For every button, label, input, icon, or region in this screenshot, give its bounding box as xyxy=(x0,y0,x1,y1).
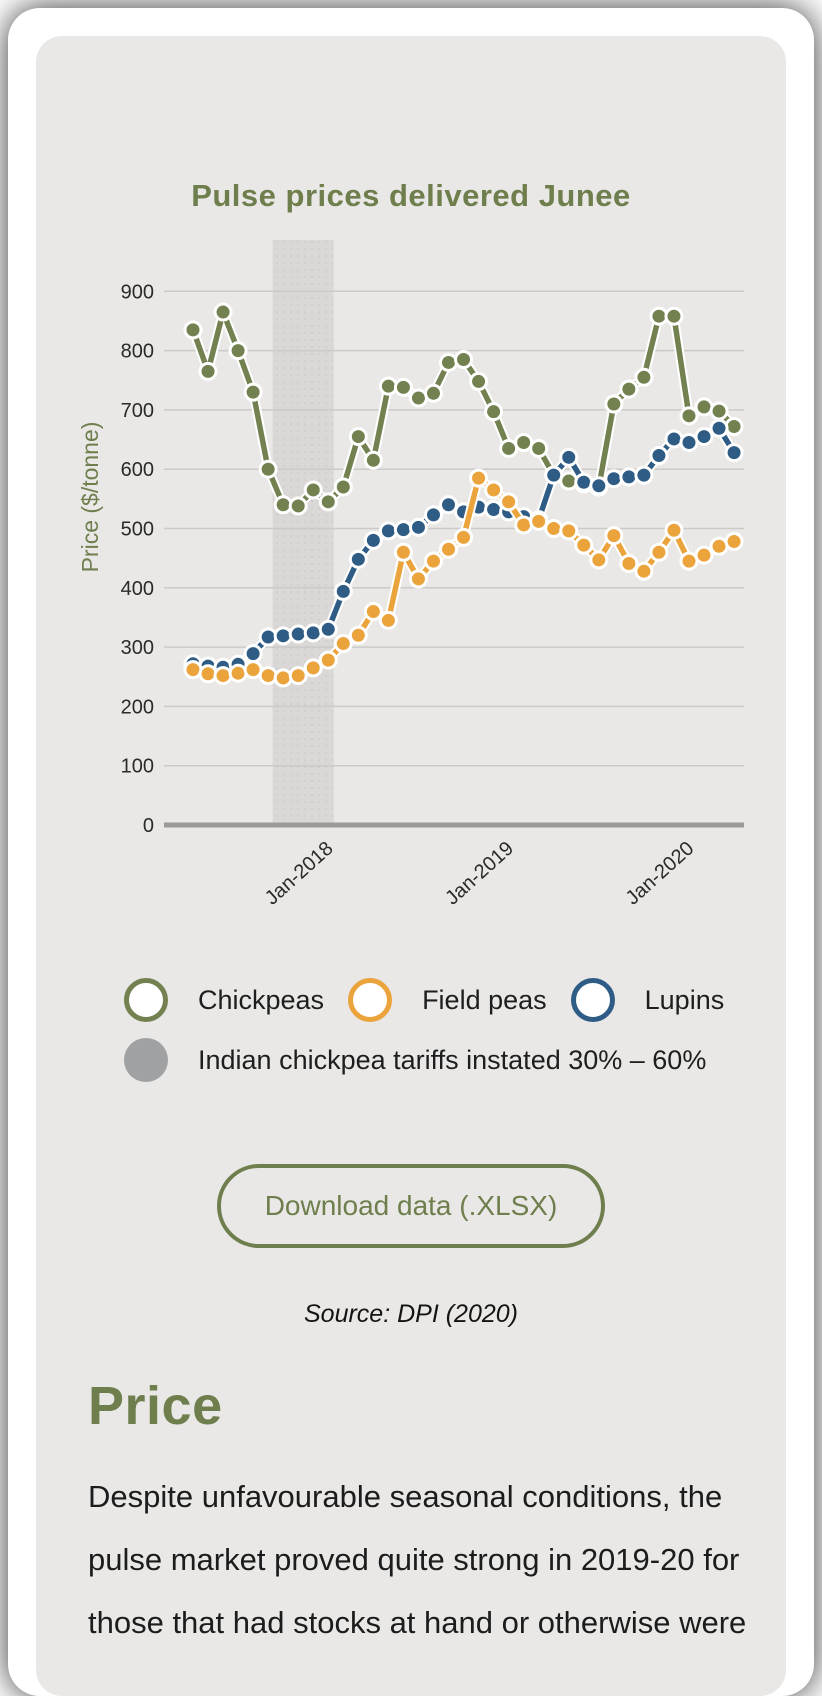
data-point xyxy=(320,652,336,668)
data-point xyxy=(410,519,426,535)
data-point xyxy=(290,498,306,514)
price-chart xyxy=(36,232,786,922)
data-point xyxy=(561,523,577,539)
data-point xyxy=(621,555,637,571)
svg-text:500: 500 xyxy=(120,518,154,541)
data-point xyxy=(380,612,396,628)
data-point xyxy=(666,431,682,447)
data-point xyxy=(245,646,261,662)
data-point xyxy=(410,571,426,587)
data-point xyxy=(636,369,652,385)
data-point xyxy=(666,308,682,324)
data-point xyxy=(365,604,381,620)
data-point xyxy=(275,628,291,644)
data-point xyxy=(486,482,502,498)
legend-label-tariff: Indian chickpea tariffs instated 30% – 60% xyxy=(198,1044,707,1075)
lupins-marker-icon xyxy=(571,978,615,1022)
data-point xyxy=(335,636,351,652)
data-point xyxy=(215,668,231,684)
data-point xyxy=(696,429,712,445)
data-point xyxy=(546,521,562,537)
data-point xyxy=(305,482,321,498)
chickpeas-marker-icon xyxy=(124,978,168,1022)
tariff-band-icon xyxy=(124,1038,168,1082)
data-point xyxy=(486,404,502,420)
data-point xyxy=(651,544,667,560)
svg-text:100: 100 xyxy=(120,755,154,778)
data-point xyxy=(561,449,577,465)
legend-item-tariff xyxy=(124,1038,706,1082)
data-point xyxy=(456,529,472,545)
data-point xyxy=(230,665,246,681)
price-section-heading: Price xyxy=(88,1376,223,1436)
data-point xyxy=(215,304,231,320)
data-point xyxy=(576,474,592,490)
data-point xyxy=(636,467,652,483)
data-point xyxy=(696,399,712,415)
y-axis-tick-labels xyxy=(121,281,154,837)
data-point xyxy=(471,470,487,486)
data-point xyxy=(516,517,532,533)
data-point xyxy=(711,403,727,419)
legend-row-series xyxy=(124,978,786,1022)
data-point xyxy=(395,544,411,560)
data-point xyxy=(185,322,201,338)
svg-text:700: 700 xyxy=(120,399,154,422)
data-point xyxy=(380,523,396,539)
svg-text:Jan-2018: Jan-2018 xyxy=(260,837,338,910)
data-point xyxy=(696,547,712,563)
data-point xyxy=(335,479,351,495)
data-point xyxy=(305,660,321,676)
data-point xyxy=(230,343,246,359)
page xyxy=(8,8,814,1696)
data-point xyxy=(320,494,336,510)
legend-label-chickpeas: Chickpeas xyxy=(198,984,325,1015)
data-point xyxy=(606,528,622,544)
svg-text:600: 600 xyxy=(120,459,154,482)
data-point xyxy=(456,351,472,367)
data-point xyxy=(395,379,411,395)
svg-text:900: 900 xyxy=(120,281,154,304)
svg-text:0: 0 xyxy=(142,815,154,837)
tariff-band-region xyxy=(273,240,334,825)
data-point xyxy=(681,408,697,424)
data-point xyxy=(441,354,457,370)
data-point xyxy=(260,629,276,645)
data-point xyxy=(531,440,547,456)
svg-text:Jan-2020: Jan-2020 xyxy=(621,837,699,910)
price-chart-svg xyxy=(36,232,786,922)
price-section-paragraph: Despite unfavourable seasonal conditions, the pulse market proved quite strong in 2019-20 for those that had stocks at hand or otherwise were xyxy=(88,1479,747,1640)
data-point xyxy=(636,563,652,579)
data-point xyxy=(350,551,366,567)
data-point xyxy=(441,497,457,513)
data-point xyxy=(290,626,306,642)
svg-text:200: 200 xyxy=(120,696,154,719)
data-point xyxy=(591,478,607,494)
data-point xyxy=(591,552,607,568)
legend-item-lupins xyxy=(571,978,725,1022)
data-point xyxy=(425,385,441,401)
data-point xyxy=(471,373,487,389)
data-point xyxy=(365,532,381,548)
data-point xyxy=(576,537,592,553)
data-point xyxy=(365,452,381,468)
data-point xyxy=(245,384,261,400)
y-axis-title: Price ($/tonne) xyxy=(77,421,103,573)
data-point xyxy=(425,553,441,569)
data-point xyxy=(305,625,321,641)
data-point xyxy=(606,396,622,412)
data-point xyxy=(320,621,336,637)
svg-text:400: 400 xyxy=(120,577,154,600)
data-point xyxy=(200,666,216,682)
svg-text:Jan-2019: Jan-2019 xyxy=(441,837,518,910)
data-point xyxy=(711,420,727,436)
data-point xyxy=(531,513,547,529)
svg-text:800: 800 xyxy=(120,340,154,363)
data-point xyxy=(290,668,306,684)
source-note: Source: DPI (2020) xyxy=(304,1300,518,1328)
data-point xyxy=(546,467,562,483)
data-point xyxy=(350,429,366,445)
field-peas-marker-icon xyxy=(348,978,392,1022)
series-chickpeas xyxy=(185,304,742,514)
legend-item-fieldpeas xyxy=(348,978,547,1022)
data-point xyxy=(621,469,637,485)
legend-item-chickpeas xyxy=(124,978,324,1022)
data-point xyxy=(200,363,216,379)
x-axis-tick-labels xyxy=(261,837,698,909)
data-point xyxy=(335,583,351,599)
svg-text:300: 300 xyxy=(120,637,154,660)
data-point xyxy=(486,502,502,518)
download-button-row xyxy=(36,1164,786,1248)
data-point xyxy=(395,522,411,538)
legend-label-lupins: Lupins xyxy=(644,984,725,1015)
chart-legend xyxy=(124,978,786,1082)
download-data-button[interactable]: Download data (.XLSX) xyxy=(217,1164,606,1248)
data-point xyxy=(651,448,667,464)
chart-title: Pulse prices delivered Junee xyxy=(191,178,631,213)
data-point xyxy=(606,471,622,487)
data-point xyxy=(275,670,291,686)
data-point xyxy=(621,381,637,397)
data-point xyxy=(185,662,201,678)
data-point xyxy=(260,668,276,684)
data-point xyxy=(501,494,517,510)
data-point xyxy=(666,522,682,538)
chart-card xyxy=(36,36,786,1696)
data-point xyxy=(726,419,742,435)
data-point xyxy=(275,497,291,513)
data-point xyxy=(726,534,742,550)
legend-row-tariff xyxy=(124,1038,786,1082)
legend-label-fieldpeas: Field peas xyxy=(422,984,547,1015)
data-point xyxy=(350,627,366,643)
data-point xyxy=(425,507,441,523)
data-point xyxy=(726,445,742,461)
data-point xyxy=(380,378,396,394)
data-point xyxy=(260,461,276,477)
data-point xyxy=(441,541,457,557)
